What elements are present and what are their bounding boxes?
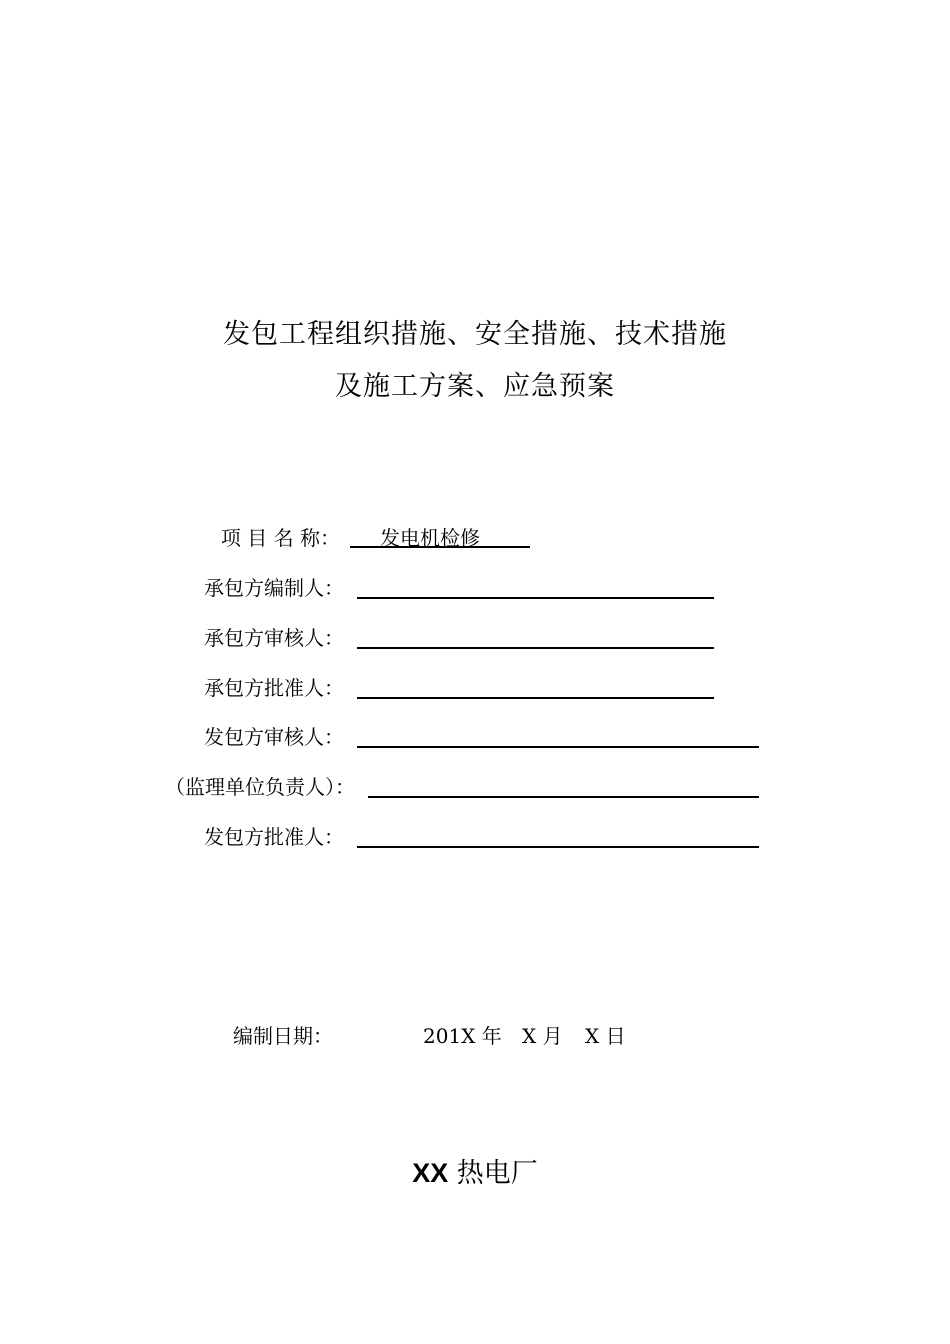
contractor-reviewer-label: 承包方审核人： [204, 626, 344, 650]
company-name-suffix: 热电厂 [448, 1158, 538, 1189]
document-title-line-2: 及施工方案、应急预案 [335, 371, 615, 402]
project-name-value: 发电机检修 [380, 526, 480, 550]
document-title-line-1: 发包工程组织措施、安全措施、技术措施 [223, 319, 727, 350]
compile-date-year: 201X 年 [423, 1024, 502, 1048]
contractor-approver-signature-line [357, 697, 714, 699]
compile-date-month: X 月 [522, 1024, 563, 1048]
project-name-label: 项 目 名 称： [220, 526, 340, 550]
supervisor-signature-line [368, 796, 759, 798]
compile-date-day: X 日 [585, 1024, 626, 1048]
contractor-compiler-signature-line [357, 597, 714, 599]
client-approver-label: 发包方批准人： [204, 825, 344, 849]
contractor-approver-label: 承包方批准人： [204, 676, 344, 700]
contractor-reviewer-signature-line [357, 647, 714, 649]
project-name-underline [350, 546, 530, 548]
company-name-prefix: XX [412, 1158, 449, 1188]
client-approver-signature-line [357, 846, 759, 848]
supervisor-label: （监理单位负责人）： [165, 775, 355, 799]
client-reviewer-signature-line [357, 746, 759, 748]
company-name [0, 1151, 950, 1190]
client-reviewer-label: 发包方审核人： [204, 725, 344, 749]
compile-date-label: 编制日期： [233, 1024, 333, 1048]
contractor-compiler-label: 承包方编制人： [204, 576, 344, 600]
